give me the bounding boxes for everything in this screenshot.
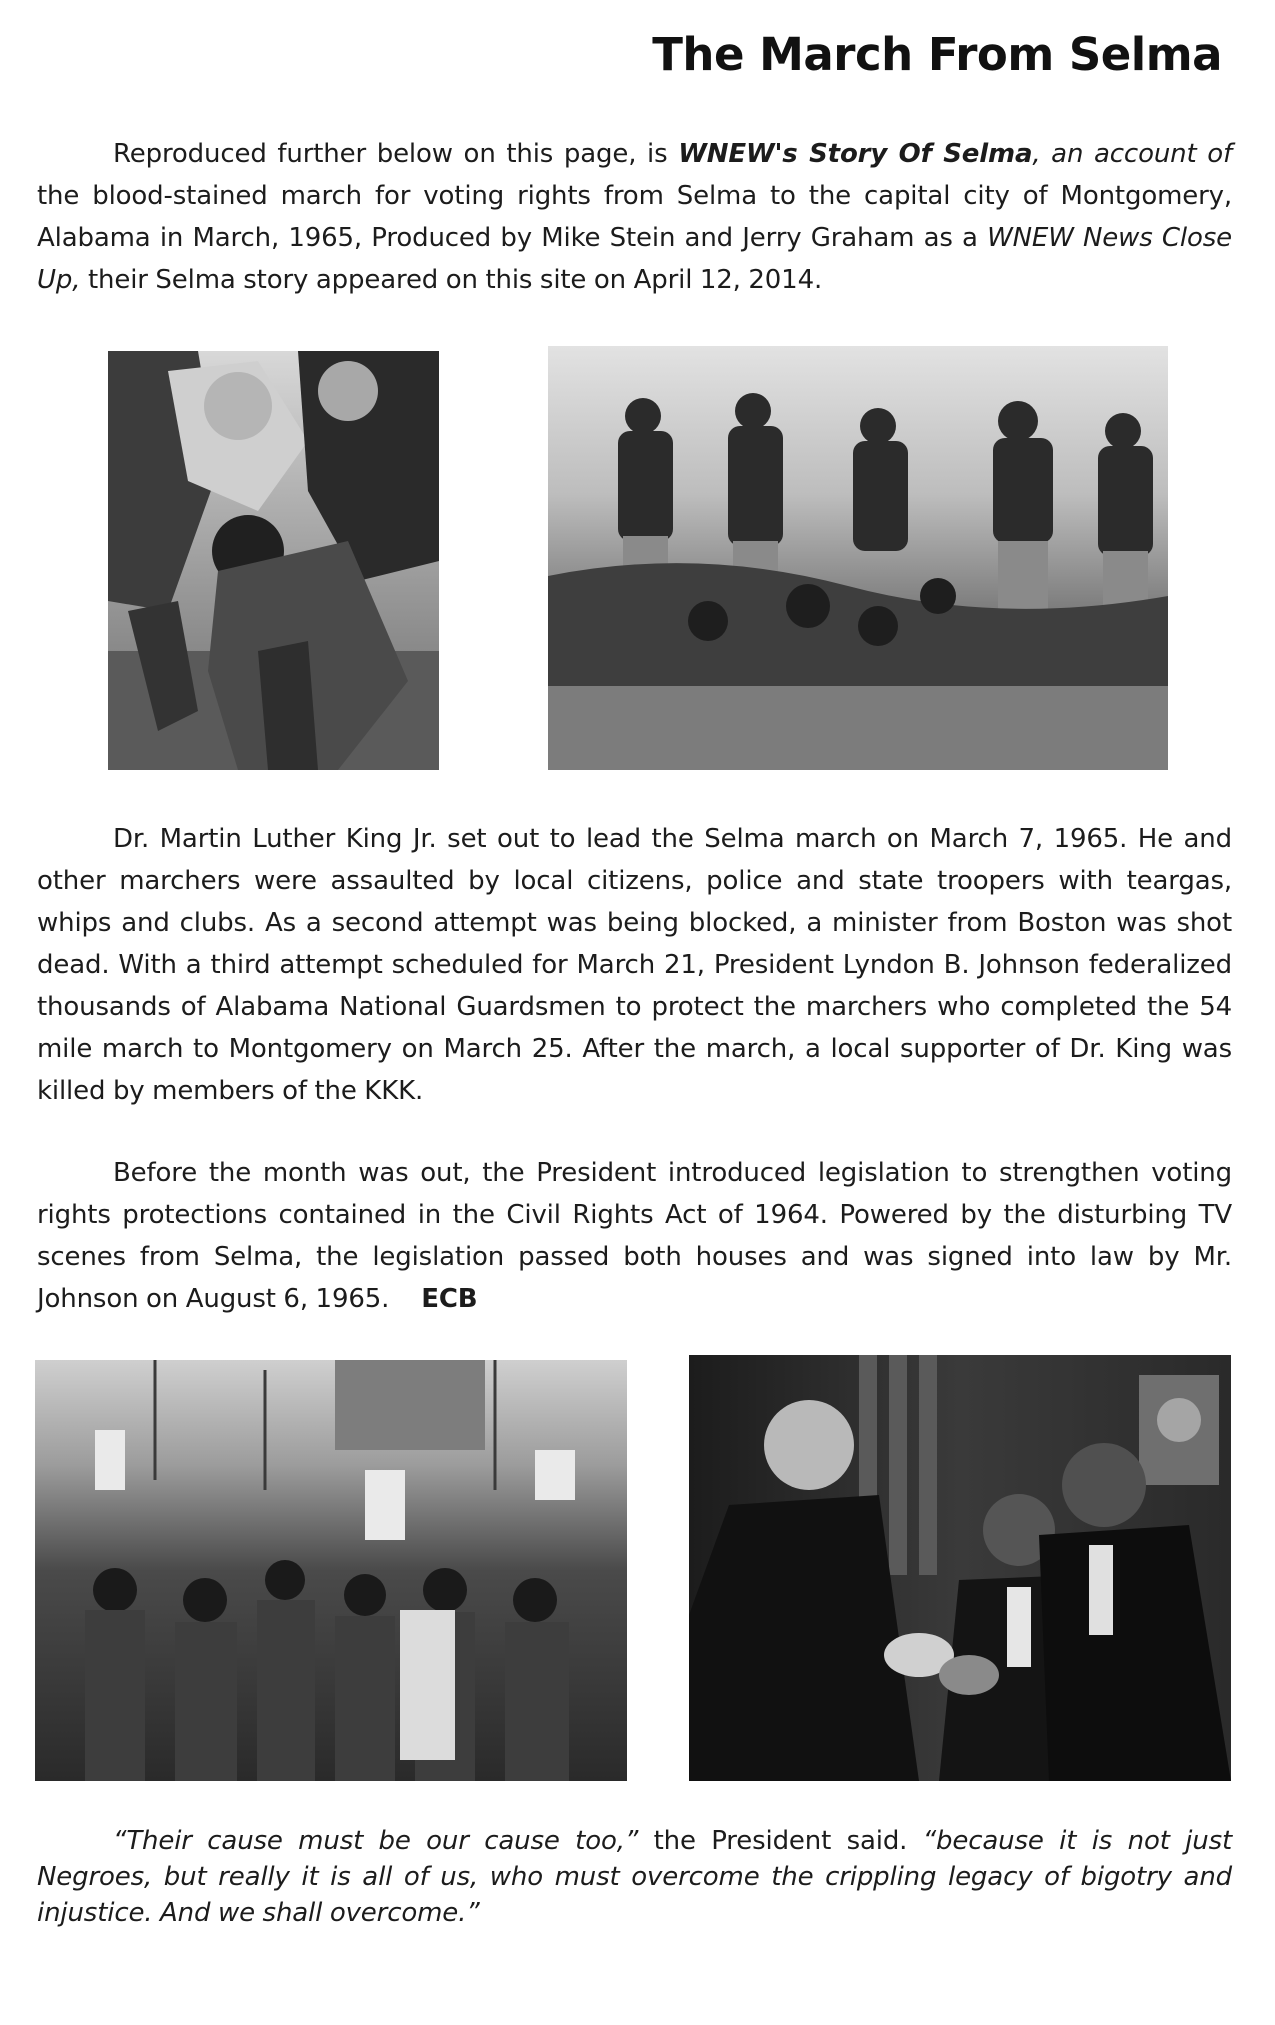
photo-marcher-assaulted [108, 351, 439, 770]
body-paragraph-1: Dr. Martin Luther King Jr. set out to lead the Selma march on March 7, 1965. He and other marchers were assaulted by local citizens, police and state troopers with teargas, whips and clubs. As a second attempt was being blocked, a minister from Boston was shot dead. With a third attempt scheduled for March 21, President Lyndon B. Johnson federalized thousands of Alabama National Guardsmen to protect the marchers who completed the 54 mile march to Montgomery on March 25. After the march, a local supporter of Dr. King was killed by members of the KKK. [37, 824, 1232, 1106]
photo-johnson-king-handshake [689, 1355, 1231, 1781]
closing-quote [37, 1823, 1232, 1931]
intro-middle-text: the blood-stained march for voting rights from Selma to the capital city of Montgomery, Alabama in March, 1965, Produced by Mike Stein and Jerry Graham as a [37, 181, 1232, 253]
intro-italic-text: , an account of [1032, 139, 1232, 169]
body-paragraph-2-text: Before the month was out, the President introduced legislation to strengthen voting rights protections contained in the Civil Rights Act of 1964. Powered by the disturbing TV scenes from Selma, the legislation passed both houses and was signed into law by Mr. Johnson on August 6, 1965. [37, 1158, 1232, 1314]
program-name: WNEW News Close Up, [37, 223, 1232, 295]
author-signature: ECB [421, 1284, 478, 1314]
intro-lead-text: Reproduced further below on this page, is [113, 139, 679, 169]
show-name: WNEW's Story Of Selma [678, 139, 1033, 169]
intro-paragraph [37, 133, 1232, 301]
photo-marchers-crowd [35, 1360, 627, 1781]
quote-end: “because it is not just Negroes, but really it is all of us, who must overcome the crippling legacy of bigotry and injustice. And we shall overcome.” [37, 1826, 1233, 1928]
photo-troopers-charge [548, 346, 1168, 770]
page-title: The March From Selma [652, 28, 1222, 81]
body-paragraph-2 [37, 1152, 1232, 1320]
quote-attribution: the President said. [638, 1826, 923, 1856]
intro-tail-text: their Selma story appeared on this site on April 12, 2014. [80, 265, 823, 295]
quote-start: “Their cause must be our cause too,” [113, 1826, 639, 1856]
